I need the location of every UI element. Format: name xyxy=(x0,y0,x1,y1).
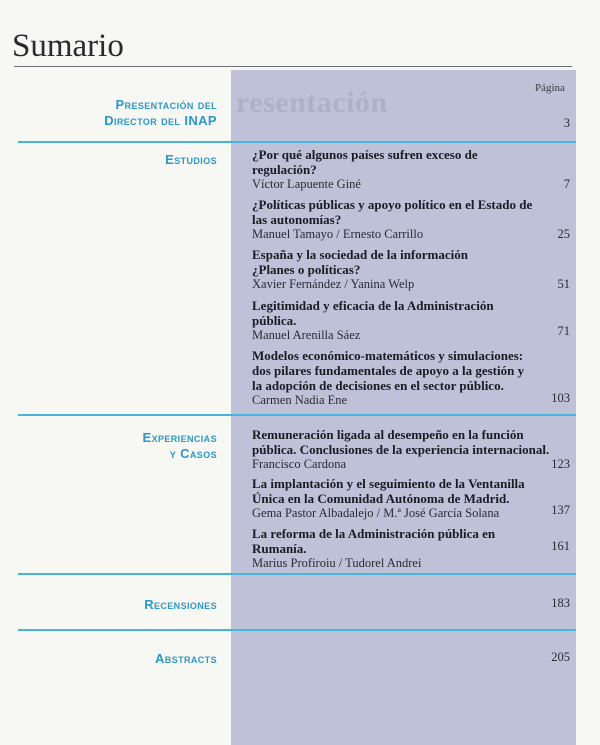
toc-entry[interactable]: Legitimidad y eficacia de la Administración pública. Manuel Arenilla Sáez xyxy=(252,298,494,342)
toc-entry[interactable]: Remuneración ligada al desempeño en la función pública. Conclusiones de la experiencia internacional. Francisco Cardona xyxy=(252,427,550,471)
toc-entry[interactable]: La implantación y el seguimiento de la Ventanilla Única en la Comunidad Autónoma de Madrid. Gema Pastor Albadalejo / M.ª José García Solana xyxy=(252,476,525,520)
section-rule xyxy=(18,414,576,416)
section-label-estudios[interactable]: Estudios xyxy=(165,152,217,167)
section-label-presentacion[interactable]: Presentación del Director del INAP xyxy=(104,97,217,128)
section-label-abstracts[interactable]: Abstracts xyxy=(155,651,217,666)
section-rule xyxy=(18,573,576,575)
toc-page-number: 71 xyxy=(557,324,570,338)
toc-page-number: 137 xyxy=(551,503,570,517)
page-title: Sumario xyxy=(12,28,124,64)
toc-entry[interactable]: ¿Por qué algunos países sufren exceso de regulación? Víctor Lapuente Giné xyxy=(252,147,478,191)
page-number-abstracts: 205 xyxy=(551,650,570,664)
toc-page-number: 161 xyxy=(551,539,570,553)
section-rule xyxy=(18,629,576,631)
toc-page-number: 7 xyxy=(563,177,570,191)
toc-entry[interactable]: La reforma de la Administración pública en Rumanía. Marius Profiroiu / Tudorel Andrei xyxy=(252,526,496,570)
toc-page-number: 25 xyxy=(557,227,570,241)
page-number-recensiones: 183 xyxy=(551,596,570,610)
page-column-header: Página xyxy=(535,82,565,94)
toc-entry[interactable]: Modelos económico-matemáticos y simulaciones: dos pilares fundamentales de apoyo a la gestión y la adopción de decisiones en el sector público. Carmen Nadia Ene xyxy=(252,348,525,407)
toc-page-number: 51 xyxy=(557,277,570,291)
section-label-recensiones[interactable]: Recensiones xyxy=(144,597,217,612)
toc-entry[interactable]: ¿Políticas públicas y apoyo político en el Estado de las autonomías? Manuel Tamayo / Ernesto Carrillo xyxy=(252,197,533,241)
panel-ghost-heading: resentación xyxy=(236,86,388,119)
section-rule xyxy=(18,141,576,143)
toc-page-number: 103 xyxy=(551,391,570,405)
title-rule xyxy=(14,66,572,67)
toc-entry[interactable]: España y la sociedad de la información ¿Planes o políticas? Xavier Fernández / Yanina Welp xyxy=(252,247,468,291)
toc-page-number: 123 xyxy=(551,457,570,471)
section-label-experiencias[interactable]: Experiencias y Casos xyxy=(142,430,217,461)
page-number-presentacion: 3 xyxy=(563,116,570,130)
